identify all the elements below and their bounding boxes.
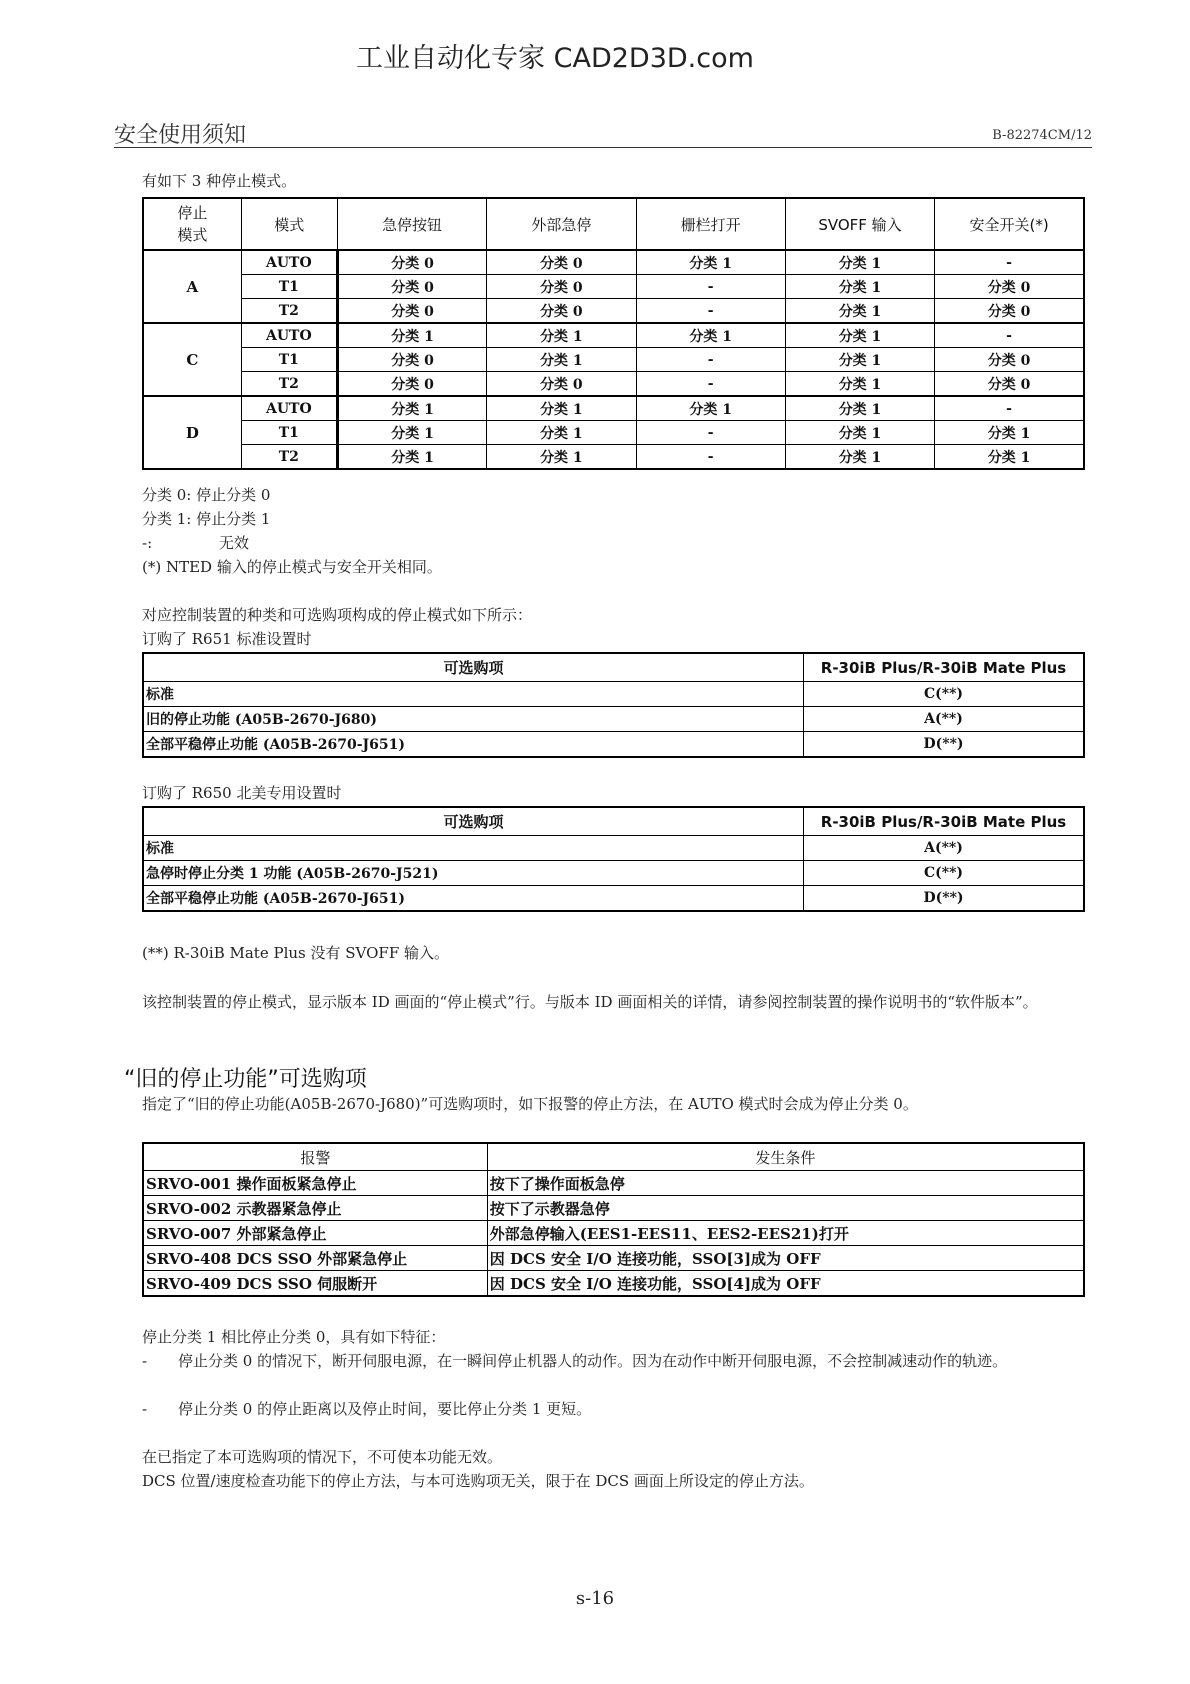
mode-cell: T1	[241, 275, 337, 299]
legend-line: 分类 0: 停止分类 0	[142, 486, 271, 504]
section-heading: “旧的停止功能”可选购项	[124, 1067, 367, 1092]
col-header-stop-mode: 停止 模式	[143, 198, 241, 250]
table-header-row	[143, 653, 1084, 682]
section-description: 指定了“旧的停止功能(A05B-2670-J680)”可选购项时，如下报警的停止方法，在 AUTO 模式时会成为停止分类 0。	[142, 1095, 918, 1113]
table-row	[143, 421, 1084, 445]
table-cell: 全部平稳停止功能 (A05B-2670-J651)	[143, 732, 804, 758]
table-row	[143, 1171, 1084, 1196]
mode-cell: AUTO	[241, 250, 337, 275]
mate-note: (**) R-30iB Mate Plus 没有 SVOFF 输入。	[142, 944, 449, 962]
col-header-safety-switch: 安全开关(*)	[935, 198, 1084, 250]
table-row	[143, 861, 1084, 886]
legend-line: 分类 1: 停止分类 1	[142, 510, 271, 528]
table-row	[143, 1221, 1084, 1246]
table-cell: 因 DCS 安全 I/O 连接功能，SSO[4]成为 OFF	[487, 1271, 1084, 1297]
col-header-external-estop: 外部急停	[487, 198, 636, 250]
table-row	[143, 836, 1084, 861]
table-cell: D(**)	[804, 732, 1084, 758]
table-row	[143, 323, 1084, 348]
table-cell: 分类 0	[487, 275, 636, 299]
table-cell: -	[636, 348, 785, 372]
r650-caption: 订购了 R650 北美专用设置时	[142, 784, 342, 802]
table-cell: 分类 0	[337, 372, 486, 397]
config-intro: 对应控制装置的种类和可选购项构成的停止模式如下所示：	[142, 606, 533, 624]
intro-text: 有如下 3 种停止模式。	[142, 172, 297, 190]
table-row	[143, 682, 1084, 707]
table-row	[143, 396, 1084, 421]
table-cell: 分类 1	[785, 421, 934, 445]
closing-line: 在已指定了本可选购项的情况下，不可使本功能无效。	[142, 1448, 503, 1466]
table-cell: 分类 1	[487, 445, 636, 470]
table-cell: 标准	[143, 682, 804, 707]
r651-caption: 订购了 R651 标准设置时	[142, 630, 312, 648]
table-cell: 分类 1	[487, 396, 636, 421]
table-cell: A(**)	[804, 707, 1084, 732]
table-cell: 分类 1	[337, 396, 486, 421]
mode-cell: AUTO	[241, 396, 337, 421]
bullet-dash: -	[142, 1352, 148, 1370]
table-cell: C(**)	[804, 682, 1084, 707]
table-cell: 分类 0	[487, 250, 636, 275]
table-cell: 分类 0	[337, 250, 486, 275]
table-cell: 分类 1	[636, 250, 785, 275]
col-header-controller: R-30iB Plus/R-30iB Mate Plus	[804, 653, 1084, 682]
table-row	[143, 1271, 1084, 1297]
table-cell: 分类 1	[785, 445, 934, 470]
document-code: B-82274CM/12	[992, 128, 1092, 143]
watermark-text: 工业自动化专家 CAD2D3D.com	[356, 43, 754, 74]
table-cell: 分类 1	[636, 323, 785, 348]
bullet-dash: -	[142, 1400, 148, 1418]
table-row	[143, 886, 1084, 912]
mode-cell: T2	[241, 299, 337, 324]
table-cell: 分类 1	[785, 348, 934, 372]
col-header-option: 可选购项	[143, 807, 804, 836]
table-cell: 分类 1	[785, 299, 934, 324]
table-row	[143, 445, 1084, 470]
table-cell: 分类 1	[487, 421, 636, 445]
table-cell: 分类 1	[785, 250, 934, 275]
stop-mode-table	[142, 197, 1085, 470]
version-note: 该控制装置的停止模式，显示版本 ID 画面的“停止模式”行。与版本 ID 画面相关的详情，请参阅控制装置的操作说明书的“软件版本”。	[142, 993, 1038, 1011]
col-header-controller: R-30iB Plus/R-30iB Mate Plus	[804, 807, 1084, 836]
table-cell: D(**)	[804, 886, 1084, 912]
table-cell: -	[935, 323, 1084, 348]
table-cell: SRVO-001 操作面板紧急停止	[143, 1171, 487, 1196]
table-cell: -	[636, 372, 785, 397]
table-cell: 分类 1	[785, 396, 934, 421]
mode-cell: AUTO	[241, 323, 337, 348]
r650-option-table	[142, 806, 1085, 912]
table-cell: -	[935, 250, 1084, 275]
table-row	[143, 348, 1084, 372]
mode-cell: T1	[241, 421, 337, 445]
table-cell: -	[636, 299, 785, 324]
col-header-estop: 急停按钮	[337, 198, 486, 250]
table-cell: -	[636, 445, 785, 470]
stop-mode-cell: D	[143, 396, 241, 469]
legend-line: -: 无效	[142, 534, 249, 552]
mode-cell: T2	[241, 445, 337, 470]
table-row	[143, 707, 1084, 732]
table-cell: 分类 1	[487, 323, 636, 348]
table-header-row	[143, 807, 1084, 836]
list-item-text: 停止分类 0 的停止距离以及停止时间，要比停止分类 1 更短。	[178, 1400, 592, 1418]
table-cell: 因 DCS 安全 I/O 连接功能，SSO[3]成为 OFF	[487, 1246, 1084, 1271]
table-cell: 外部急停输入(EES1-EES11、EES2-EES21)打开	[487, 1221, 1084, 1246]
features-intro: 停止分类 1 相比停止分类 0，具有如下特征：	[142, 1328, 446, 1346]
table-cell: C(**)	[804, 861, 1084, 886]
table-cell: 全部平稳停止功能 (A05B-2670-J651)	[143, 886, 804, 912]
col-header-alarm: 报警	[143, 1143, 487, 1171]
table-row	[143, 372, 1084, 397]
table-row	[143, 1196, 1084, 1221]
col-header-condition: 发生条件	[487, 1143, 1084, 1171]
header-divider	[114, 147, 1092, 148]
table-cell: 分类 0	[337, 275, 486, 299]
mode-cell: T1	[241, 348, 337, 372]
list-item-text: 停止分类 0 的情况下，断开伺服电源，在一瞬间停止机器人的动作。因为在动作中断开伺服电源，不会控制减速动作的轨迹。	[178, 1352, 1008, 1370]
table-cell: 分类 0	[935, 348, 1084, 372]
table-cell: A(**)	[804, 836, 1084, 861]
table-cell: 分类 1	[935, 421, 1084, 445]
table-header-row	[143, 1143, 1084, 1171]
table-cell: 分类 1	[785, 323, 934, 348]
table-cell: 分类 1	[337, 421, 486, 445]
table-cell: 分类 1	[785, 275, 934, 299]
col-header-svoff: SVOFF 输入	[785, 198, 934, 250]
table-cell: 分类 1	[935, 445, 1084, 470]
alarm-table	[142, 1142, 1085, 1297]
table-cell: 按下了操作面板急停	[487, 1171, 1084, 1196]
table-row	[143, 732, 1084, 758]
table-row	[143, 275, 1084, 299]
table-cell: -	[935, 396, 1084, 421]
table-cell: SRVO-409 DCS SSO 伺服断开	[143, 1271, 487, 1297]
table-cell: 分类 0	[935, 275, 1084, 299]
closing-line: DCS 位置/速度检查功能下的停止方法，与本可选购项无关，限于在 DCS 画面上所设定的停止方法。	[142, 1472, 814, 1490]
table-cell: -	[636, 421, 785, 445]
col-header-fence-open: 栅栏打开	[636, 198, 785, 250]
table-cell: 分类 1	[636, 396, 785, 421]
mode-cell: T2	[241, 372, 337, 397]
table-cell: 标准	[143, 836, 804, 861]
table-row	[143, 1246, 1084, 1271]
stop-mode-cell: A	[143, 250, 241, 323]
table-cell: 分类 1	[337, 445, 486, 470]
table-cell: 按下了示教器急停	[487, 1196, 1084, 1221]
table-cell: 分类 0	[487, 372, 636, 397]
table-cell: SRVO-408 DCS SSO 外部紧急停止	[143, 1246, 487, 1271]
table-cell: 旧的停止功能 (A05B-2670-J680)	[143, 707, 804, 732]
table-cell: SRVO-002 示教器紧急停止	[143, 1196, 487, 1221]
col-header-mode: 模式	[241, 198, 337, 250]
table-cell: -	[636, 275, 785, 299]
table-row	[143, 299, 1084, 324]
table-cell: 分类 0	[337, 299, 486, 324]
r651-option-table	[142, 652, 1085, 758]
col-header-option: 可选购项	[143, 653, 804, 682]
table-cell: 分类 0	[935, 299, 1084, 324]
page-number: s-16	[575, 1588, 615, 1609]
table-header-row	[143, 198, 1084, 250]
page-header-title: 安全使用须知	[114, 123, 247, 148]
list-item	[142, 1350, 1082, 1373]
table-row	[143, 250, 1084, 275]
table-cell: 分类 1	[337, 323, 486, 348]
table-cell: 分类 0	[935, 372, 1084, 397]
table-cell: 分类 1	[785, 372, 934, 397]
table-cell: 分类 0	[487, 299, 636, 324]
table-cell: 急停时停止分类 1 功能 (A05B-2670-J521)	[143, 861, 804, 886]
table-cell: SRVO-007 外部紧急停止	[143, 1221, 487, 1246]
legend-line: (*) NTED 输入的停止模式与安全开关相同。	[142, 558, 442, 576]
table-cell: 分类 0	[337, 348, 486, 372]
stop-mode-cell: C	[143, 323, 241, 396]
list-item	[142, 1398, 1082, 1421]
table-cell: 分类 1	[487, 348, 636, 372]
